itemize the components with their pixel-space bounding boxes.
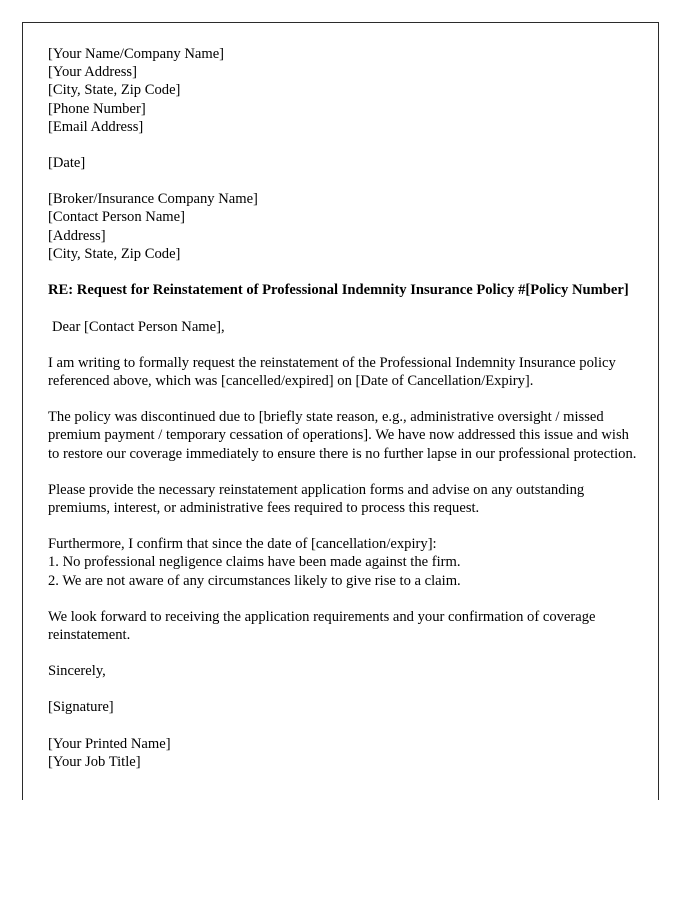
- confirmation-item-2: 2. We are not aware of any circumstances likely to give rise to a claim.: [48, 572, 461, 589]
- sender-line-name: [Your Name/Company Name]: [48, 46, 225, 62]
- recipient-line-address: [Address]: [48, 227, 106, 244]
- body-paragraph-4: We look forward to receiving the application requirements and your confirmation of coverage reinstatement.: [48, 608, 596, 643]
- recipient-line-contact: [Contact Person Name]: [48, 209, 185, 226]
- subject-line: RE: Request for Reinstatement of Professional Indemnity Insurance Policy #[Policy Number]: [48, 282, 629, 299]
- signature-placeholder: [Signature]: [48, 699, 114, 716]
- signature-block: [48, 735, 640, 771]
- body-paragraph-1: I am writing to formally request the reinstatement of the Professional Indemnity Insurance policy referenced above, which was [cancelled/expired] on [Date of Cancellation/Expiry].: [48, 354, 616, 389]
- sender-line-email: [Email Address]: [48, 118, 144, 135]
- signature-job-title: [Your Job Title]: [48, 753, 141, 770]
- sender-line-city-state-zip: [City, State, Zip Code]: [48, 82, 181, 99]
- recipient-address-block: [48, 190, 640, 263]
- signature-printed-name: [Your Printed Name]: [48, 735, 171, 752]
- confirmation-block: [48, 535, 640, 590]
- body-paragraph-3: Please provide the necessary reinstatement application forms and advise on any outstanding premiums, interest, or administrative fees required to process this request.: [48, 481, 585, 516]
- letter-content: [48, 45, 640, 789]
- sender-line-phone: [Phone Number]: [48, 100, 146, 117]
- recipient-line-company: [Broker/Insurance Company Name]: [48, 191, 258, 208]
- document-page-frame: [22, 22, 659, 800]
- sender-address-block: [48, 45, 640, 136]
- body-paragraph-2: The policy was discontinued due to [briefly state reason, e.g., administrative oversight / missed premium payment / temporary cessation of operations]. We have now addressed this issue and wish to restore our coverage immediately to ensure there is no further lapse in our professional protection.: [48, 409, 637, 462]
- recipient-line-city-state-zip: [City, State, Zip Code]: [48, 245, 181, 262]
- confirmation-intro: Furthermore, I confirm that since the date of [cancellation/expiry]:: [48, 536, 437, 553]
- salutation-line: Dear [Contact Person Name],: [52, 318, 225, 335]
- date-block: [48, 154, 640, 172]
- date-line: [Date]: [48, 155, 86, 172]
- confirmation-item-1: 1. No professional negligence claims have been made against the firm.: [48, 554, 461, 571]
- sender-line-address: [Your Address]: [48, 64, 137, 81]
- closing-line: Sincerely,: [48, 663, 106, 680]
